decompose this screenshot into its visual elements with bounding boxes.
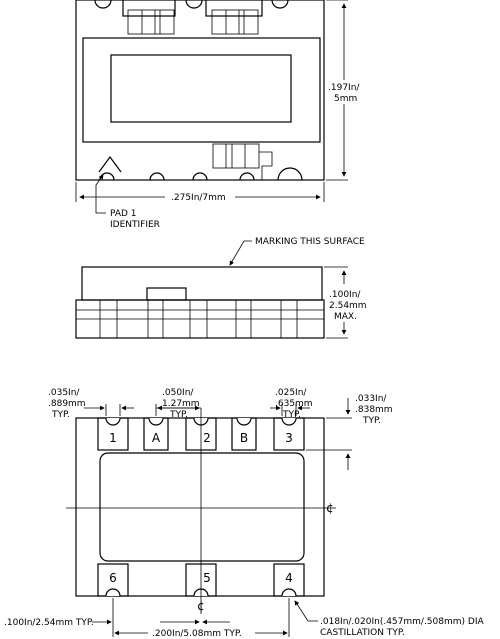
dim-033-line3: TYP.: [363, 416, 381, 426]
side-view-layers: [76, 300, 324, 338]
dim-025-line1: .025In/: [275, 388, 307, 398]
top-view-window: [83, 38, 320, 142]
top-width-dim: .275In/7mm: [171, 193, 226, 203]
top-view-height-dimension: [326, 0, 360, 180]
pad-label-3: 3: [285, 431, 293, 445]
dim-035-line2: .889mm: [48, 399, 86, 409]
dim-050-line3: TYP.: [170, 410, 188, 420]
castellation-line1: .018In/.020In(.457mm/.508mm) DIA: [320, 617, 484, 627]
top-view-castellations-top: [95, 0, 288, 34]
top-height-dim-line1: .197In/: [328, 83, 360, 93]
dim-035-line1: .035In/: [48, 388, 80, 398]
bottom-bottom-dimensions: [4, 598, 289, 639]
top-view-die: [111, 55, 291, 122]
marking-surface-callout: [230, 237, 365, 265]
dim-035-line3: TYP.: [52, 410, 70, 420]
bottom-centerlines: [66, 408, 336, 614]
dim-200: .200In/5.08mm TYP.: [152, 629, 242, 639]
side-view-height-dimension: [324, 267, 367, 338]
side-view-chip: [147, 288, 186, 300]
bottom-right-dimension: [306, 394, 393, 470]
pad1-identifier: [96, 175, 160, 230]
bottom-view: [4, 388, 484, 639]
pad-label-b: B: [239, 431, 249, 445]
top-height-dim-line2: 5mm: [334, 94, 358, 104]
pad-label-a: A: [151, 431, 161, 445]
dim-025-line2: .635mm: [275, 399, 313, 409]
dim-033-line2: .838mm: [355, 405, 393, 415]
top-view-width-dimension: [76, 182, 324, 203]
side-view-lid: [82, 267, 322, 300]
top-view-castellations-bottom: [100, 168, 302, 180]
side-view: [76, 237, 367, 338]
dim-033-line1: .033In/: [355, 394, 387, 404]
pad-label-2: 2: [203, 431, 211, 445]
castellation-callout: [295, 601, 484, 638]
centerline-symbol-vertical: ¢: [197, 599, 205, 613]
centerline-symbol-horizontal: ¢: [326, 501, 334, 515]
bottom-center-pad: [100, 453, 304, 561]
pad-label-1: 1: [109, 431, 117, 445]
pad1-identifier-triangle: [99, 157, 121, 172]
castellation-line2: CASTILLATION TYP.: [320, 628, 405, 638]
dim-050-line2: 1.27mm: [162, 399, 200, 409]
side-height-dim-line2: 2.54mm: [329, 301, 367, 311]
pad-label-4: 4: [285, 571, 293, 585]
side-height-dim-line3: MAX.: [334, 312, 357, 322]
top-view-outline: [76, 0, 324, 180]
bottom-top-dimensions: [48, 388, 313, 420]
pad-label-5: 5: [203, 571, 211, 585]
dim-100: .100In/2.54mm TYP.: [4, 618, 94, 628]
dim-025-line3: TYP.: [283, 410, 301, 420]
marking-label: MARKING THIS SURFACE: [255, 237, 365, 247]
pad1-label-line2: IDENTIFIER: [110, 220, 160, 230]
dim-050-line1: .050In/: [162, 388, 194, 398]
side-height-dim-line1: .100In/: [329, 290, 361, 300]
pad1-label-line1: PAD 1: [110, 209, 137, 219]
pad-label-6: 6: [109, 571, 117, 585]
top-view: [76, 0, 360, 230]
